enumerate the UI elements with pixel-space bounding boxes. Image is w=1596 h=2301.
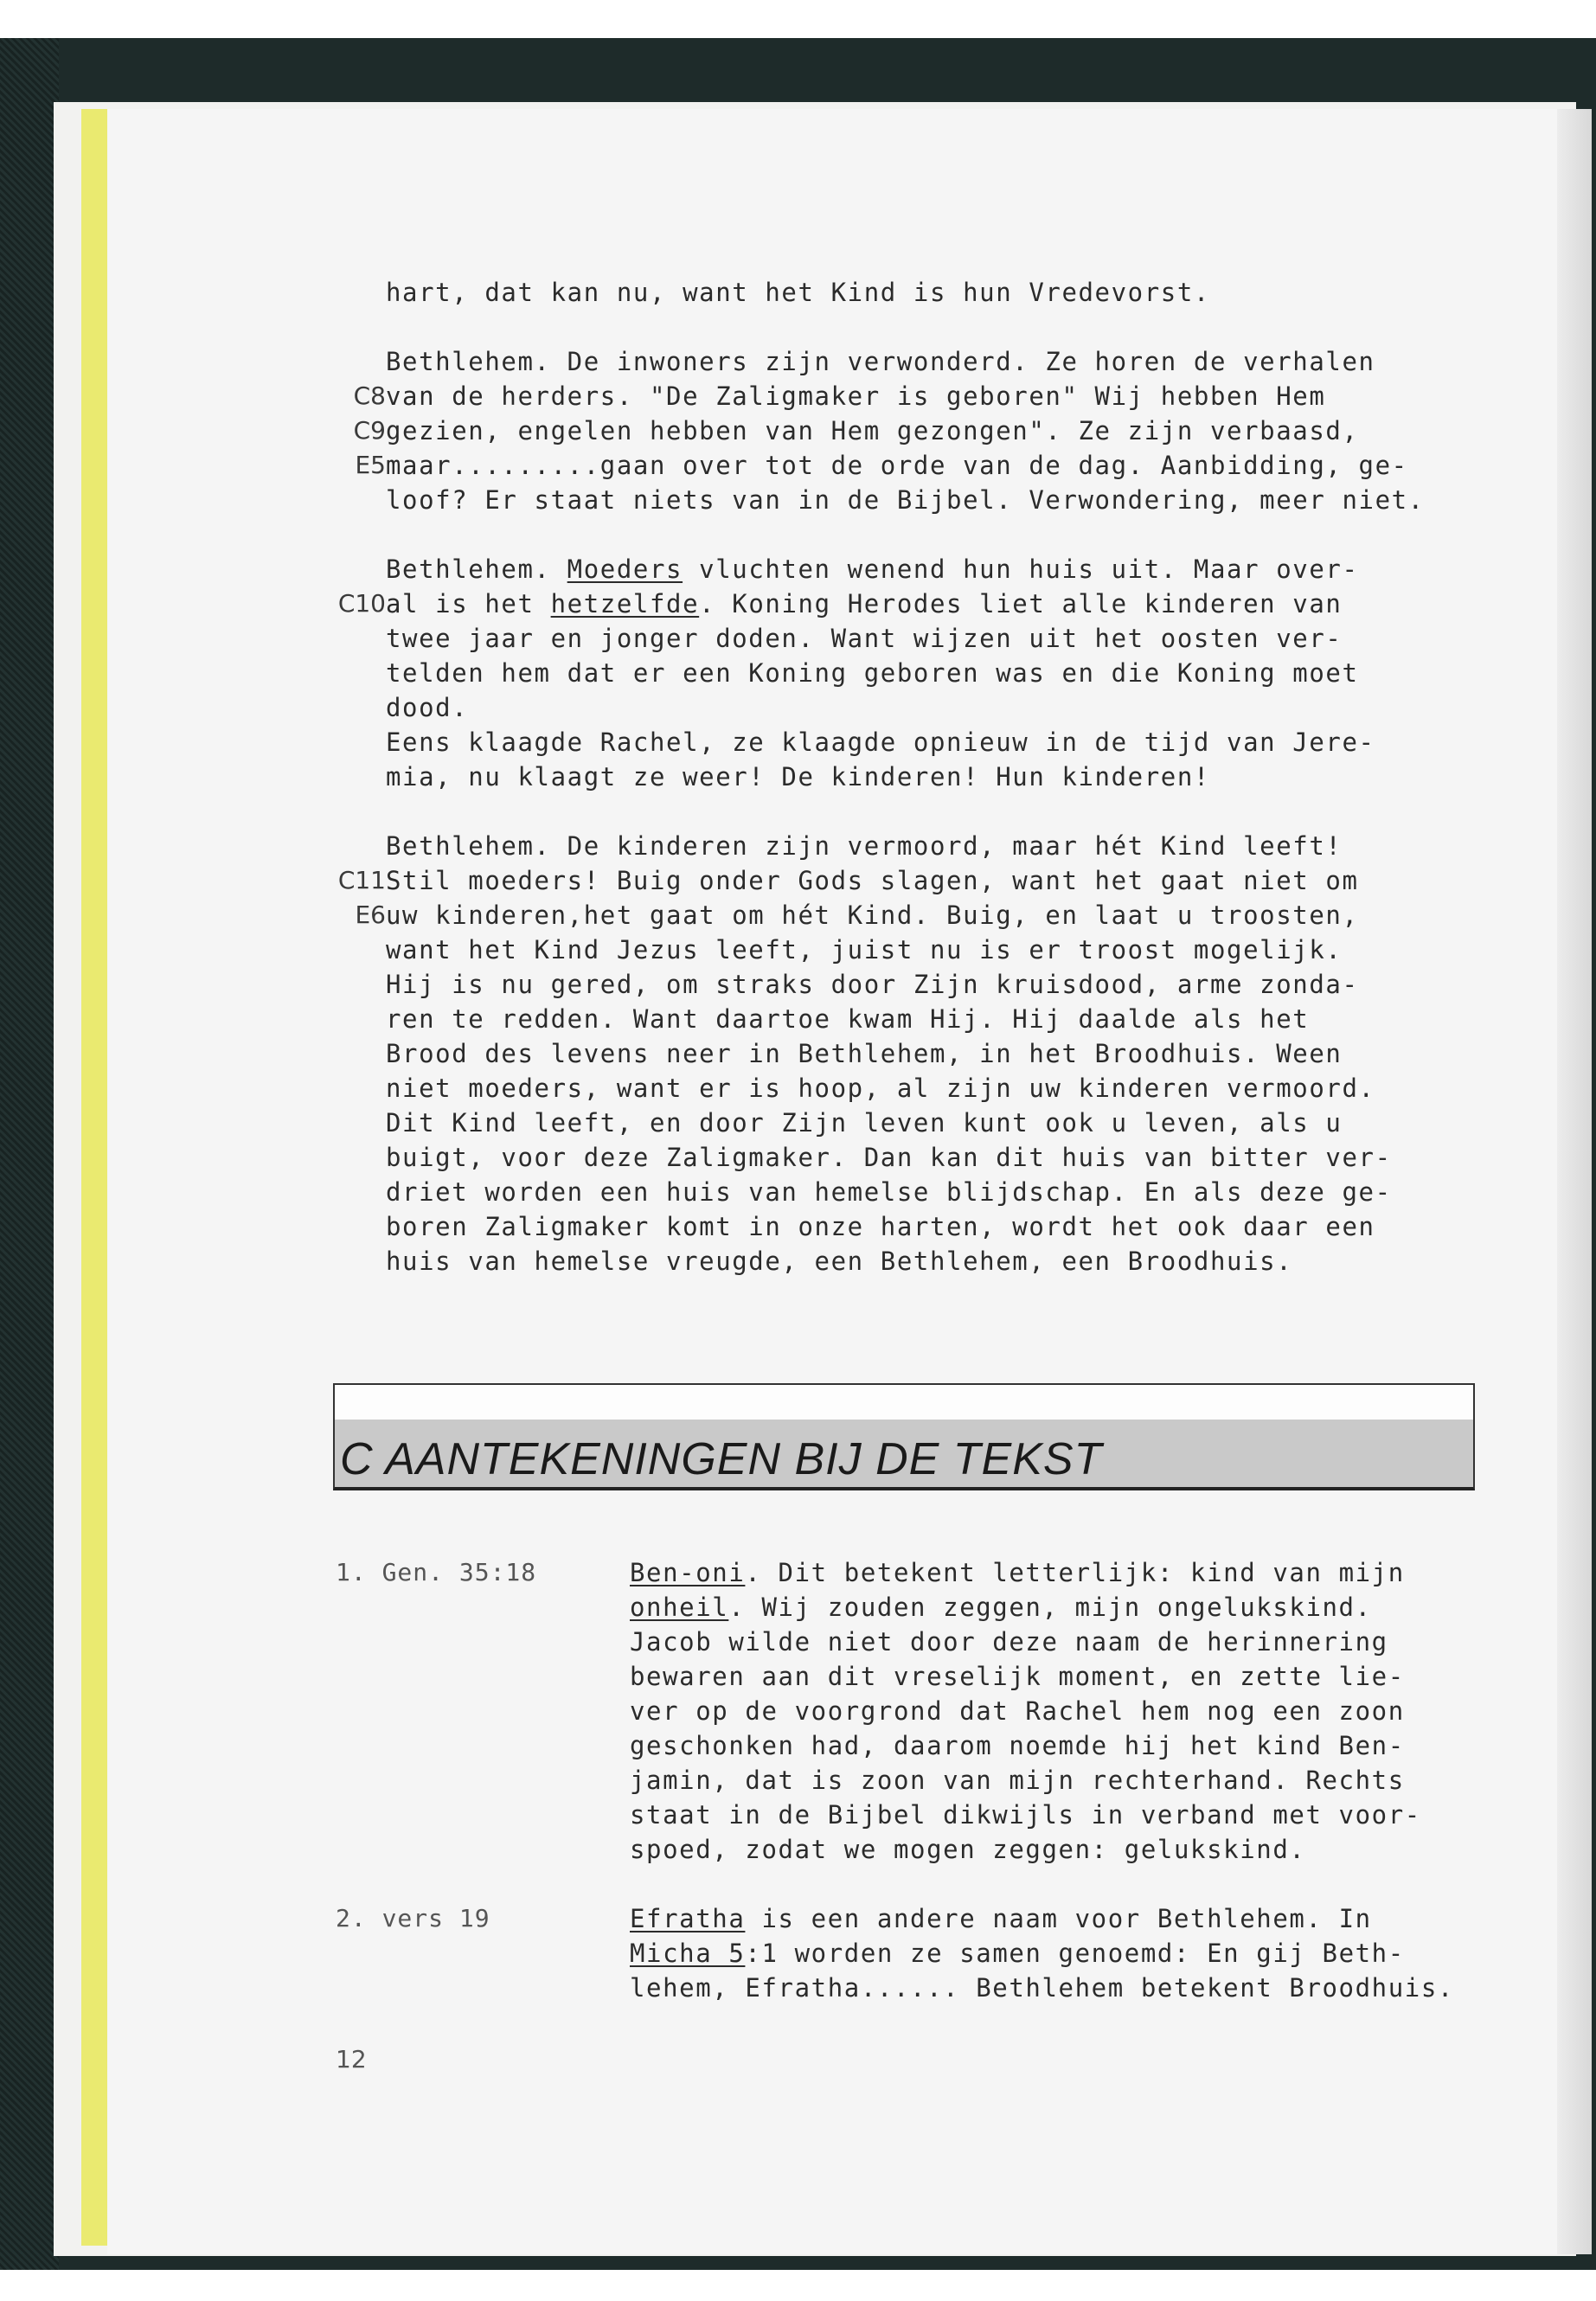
text-span: Bethlehem. (386, 554, 567, 584)
text-line: lehem, Efratha...... Bethlehem betekent Broodhuis. (630, 1973, 1454, 2003)
text-line: loof? Er staat niets van in de Bijbel. Verwondering, meer niet. (386, 485, 1425, 515)
text-span: :1 worden ze samen genoemd: En gij Beth- (745, 1939, 1405, 1968)
text-line: telden hem dat er een Koning geboren was en die Koning moet (386, 658, 1359, 688)
text-span: is een andere naam voor Bethlehem. In (745, 1904, 1372, 1933)
text-line: huis van hemelse vreugde, een Bethlehem, een Broodhuis. (386, 1247, 1293, 1276)
text-line: hart, dat kan nu, want het Kind is hun Vredevorst. (386, 278, 1210, 307)
section-title: C AANTEKENINGEN BIJ DE TEKST (340, 1434, 1103, 1484)
text-line: want het Kind Jezus leeft, juist nu is er troost mogelijk. (386, 935, 1343, 965)
text-span: vluchten wenend hun huis uit. Maar over- (683, 554, 1359, 584)
text-line: Bethlehem. De kinderen zijn vermoord, maar hét Kind leeft! (386, 831, 1343, 861)
text-line: Jacob wilde niet door deze naam de herinnering (630, 1627, 1388, 1657)
text-line: spoed, zodat we mogen zeggen: gelukskind. (630, 1835, 1306, 1864)
text-line (630, 1936, 1454, 1971)
margin-codes-p1 (325, 344, 386, 517)
note-reference: 1. Gen. 35:18 (336, 1558, 537, 1586)
text-line: twee jaar en jonger doden. Want wijzen uit het oosten ver- (386, 624, 1343, 653)
margin-code: C8 (353, 381, 386, 410)
paragraph-1 (386, 344, 1484, 517)
yellow-divider-tab (81, 109, 107, 2246)
text-line (630, 1901, 1454, 1936)
text-line: mia, nu klaagt ze weer! De kinderen! Hun kinderen! (386, 762, 1210, 792)
text-span: . Dit betekent letterlijk: kind van mijn (745, 1558, 1405, 1587)
note-term: Efratha (630, 1904, 746, 1933)
text-line (630, 1555, 1421, 1590)
text-line: Bethlehem. De inwoners zijn verwonderd. Ze horen de verhalen (386, 347, 1375, 376)
text-line: ver op de voorgrond dat Rachel hem nog een zoon (630, 1696, 1405, 1726)
margin-codes-p2 (325, 552, 386, 621)
paragraph-3 (386, 829, 1484, 1279)
text-line: Dit Kind leeft, en door Zijn leven kunt ook u leven, als u (386, 1108, 1343, 1138)
text-line: ren te redden. Want daartoe kwam Hij. Hij daalde als het (386, 1004, 1310, 1034)
margin-code (325, 483, 386, 517)
text-line (630, 1590, 1421, 1625)
margin-code (325, 344, 386, 379)
note-term: Micha 5 (630, 1939, 746, 1968)
text-span: al is het (386, 589, 551, 619)
note-reference: 2. vers 19 (336, 1904, 490, 1932)
text-span: . Wij zouden zeggen, mijn ongelukskind. (728, 1593, 1372, 1622)
text-span: . Koning Herodes liet alle kinderen van (699, 589, 1343, 619)
note-term: Ben-oni (630, 1558, 746, 1587)
note-2-text (630, 1901, 1454, 2005)
text-line: geschonken had, daarom noemde hij het kind Ben- (630, 1731, 1405, 1760)
section-header-box (333, 1383, 1475, 1490)
text-line (386, 586, 1484, 621)
margin-codes-p3 (325, 829, 386, 933)
margin-code (325, 829, 386, 863)
binder-spine (0, 38, 59, 2270)
text-line: Hij is nu gered, om straks door Zijn kruisdood, arme zonda- (386, 970, 1359, 999)
text-line: Eens klaagde Rachel, ze klaagde opnieuw in de tijd van Jere- (386, 727, 1375, 757)
text-line: gezien, engelen hebben van Hem gezongen". Ze zijn verbaasd, (386, 416, 1359, 445)
text-line: staat in de Bijbel dikwijls in verband met voor- (630, 1800, 1421, 1830)
text-line: Stil moeders! Buig onder Gods slagen, want het gaat niet om (386, 866, 1359, 895)
text-line: driet worden een huis van hemelse blijdschap. En als deze ge- (386, 1177, 1392, 1207)
margin-code: C10 (337, 589, 386, 618)
page-number: 12 (336, 2045, 367, 2073)
paragraph-2 (386, 552, 1484, 794)
text-line: van de herders. "De Zaligmaker is geboren" Wij hebben Hem (386, 381, 1326, 411)
note-term: onheil (630, 1593, 729, 1622)
text-line: dood. (386, 693, 469, 722)
text-line: niet moeders, want er is hoop, al zijn uw kinderen vermoord. (386, 1074, 1375, 1103)
underlined-term: Moeders (567, 554, 683, 584)
text-line (386, 552, 1484, 586)
underlined-term: hetzelfde (550, 589, 700, 619)
text-line: uw kinderen,het gaat om hét Kind. Buig, en laat u troosten, (386, 901, 1359, 930)
text-line: buigt, voor deze Zaligmaker. Dan kan dit huis van bitter ver- (386, 1143, 1392, 1172)
margin-code: C9 (353, 416, 386, 445)
margin-code: E5 (355, 451, 386, 479)
paragraph-top (386, 275, 1484, 310)
text-line: jamin, dat is zoon van mijn rechterhand. Rechts (630, 1766, 1405, 1795)
page-edge-shadow (1557, 109, 1592, 2254)
text-line: Brood des levens neer in Bethlehem, in het Broodhuis. Ween (386, 1039, 1343, 1068)
margin-code: C11 (337, 866, 386, 894)
margin-code: E6 (355, 901, 386, 929)
text-line: bewaren aan dit vreselijk moment, en zette lie- (630, 1662, 1405, 1691)
note-1-text (630, 1555, 1421, 1867)
text-line: boren Zaligmaker komt in onze harten, wordt het ook daar een (386, 1212, 1375, 1241)
margin-code (325, 552, 386, 586)
text-line: maar.........gaan over tot de orde van de dag. Aanbidding, ge- (386, 451, 1408, 480)
